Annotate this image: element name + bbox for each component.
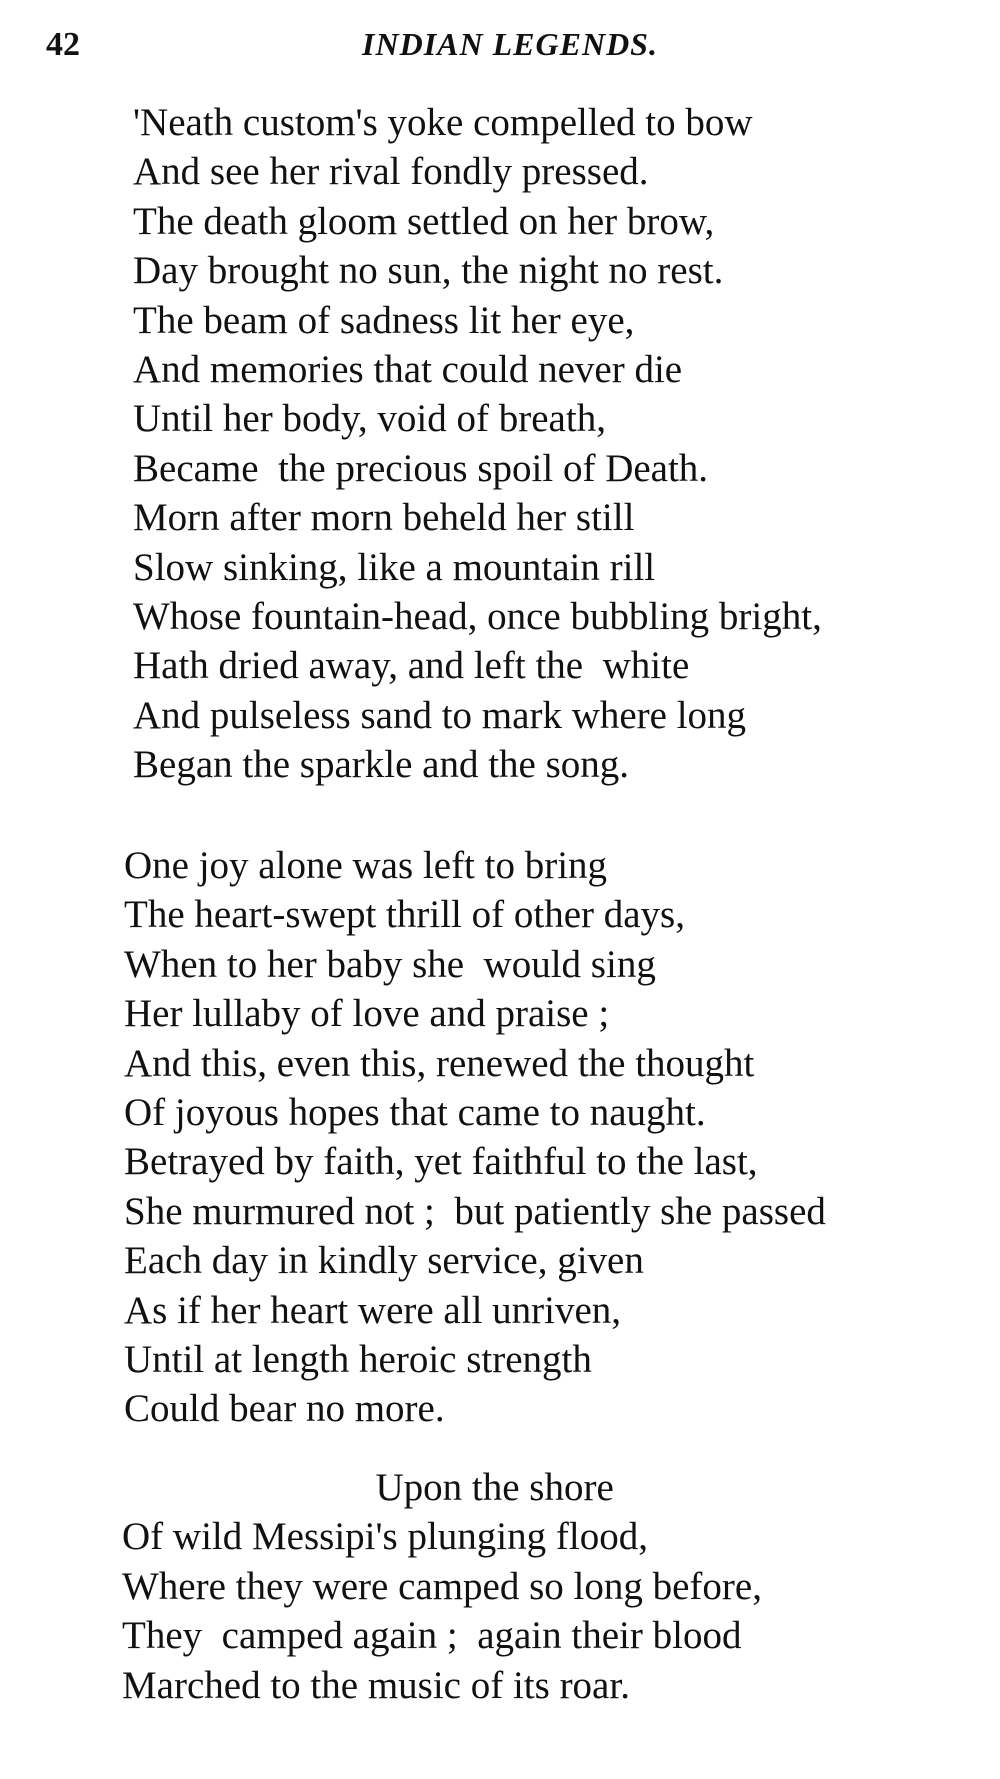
poem-line: Her lullaby of love and praise ;	[124, 992, 610, 1036]
poem-line: Began the sparkle and the song.	[133, 743, 630, 787]
stanza-3	[122, 1463, 762, 1710]
poem-line: Could bear no more.	[124, 1387, 445, 1431]
poem-line: Day brought no sun, the night no rest.	[133, 249, 724, 293]
poem-line: She murmured not ; but patiently she passed	[124, 1189, 826, 1233]
poem-line: Became the precious spoil of Death.	[133, 446, 709, 490]
poem-line: Morn after morn beheld her still	[133, 496, 635, 540]
poem-line: Until at length heroic strength	[124, 1338, 592, 1382]
poem-line: And see her rival fondly pressed.	[133, 150, 649, 194]
poem-line: Until her body, void of breath,	[133, 397, 606, 441]
poem-line: When to her baby she would sing	[124, 942, 656, 986]
poem-line: Of joyous hopes that came to naught.	[124, 1091, 706, 1135]
poem-line: Marched to the music of its roar.	[122, 1663, 630, 1707]
poem-line: The heart-swept thrill of other days,	[124, 893, 685, 937]
poem-line: The death gloom settled on her brow,	[133, 199, 715, 243]
page-number: 42	[46, 26, 80, 63]
poem-line: Betrayed by faith, yet faithful to the last,	[124, 1140, 758, 1184]
poem-line: Slow sinking, like a mountain rill	[133, 545, 656, 589]
poem-line: Each day in kindly service, given	[124, 1239, 644, 1283]
poem-line: Upon the shore	[122, 1466, 614, 1509]
poem-line: And memories that could never die	[133, 348, 683, 392]
running-title: INDIAN LEGENDS.	[362, 26, 658, 62]
poem-line: And this, even this, renewed the thought	[124, 1041, 755, 1085]
stanza-1	[133, 98, 822, 790]
poem-line: 'Neath custom's yoke compelled to bow	[133, 101, 753, 144]
poem-line: As if her heart were all unriven,	[124, 1288, 622, 1332]
poem-line: Hath dried away, and left the white	[133, 644, 690, 688]
poem-line: The beam of sadness lit her eye,	[133, 298, 635, 342]
poem-line: Of wild Messipi's plunging flood,	[122, 1515, 648, 1559]
poem-line: They camped again ; again their blood	[122, 1614, 742, 1658]
stanza-2	[124, 841, 826, 1434]
poem-line: Whose fountain-head, once bubbling bright,	[133, 595, 822, 639]
poem-line: And pulseless sand to mark where long	[133, 693, 747, 737]
poem-line: One joy alone was left to bring	[124, 844, 608, 887]
poem-line: Where they were camped so long before,	[122, 1564, 762, 1608]
